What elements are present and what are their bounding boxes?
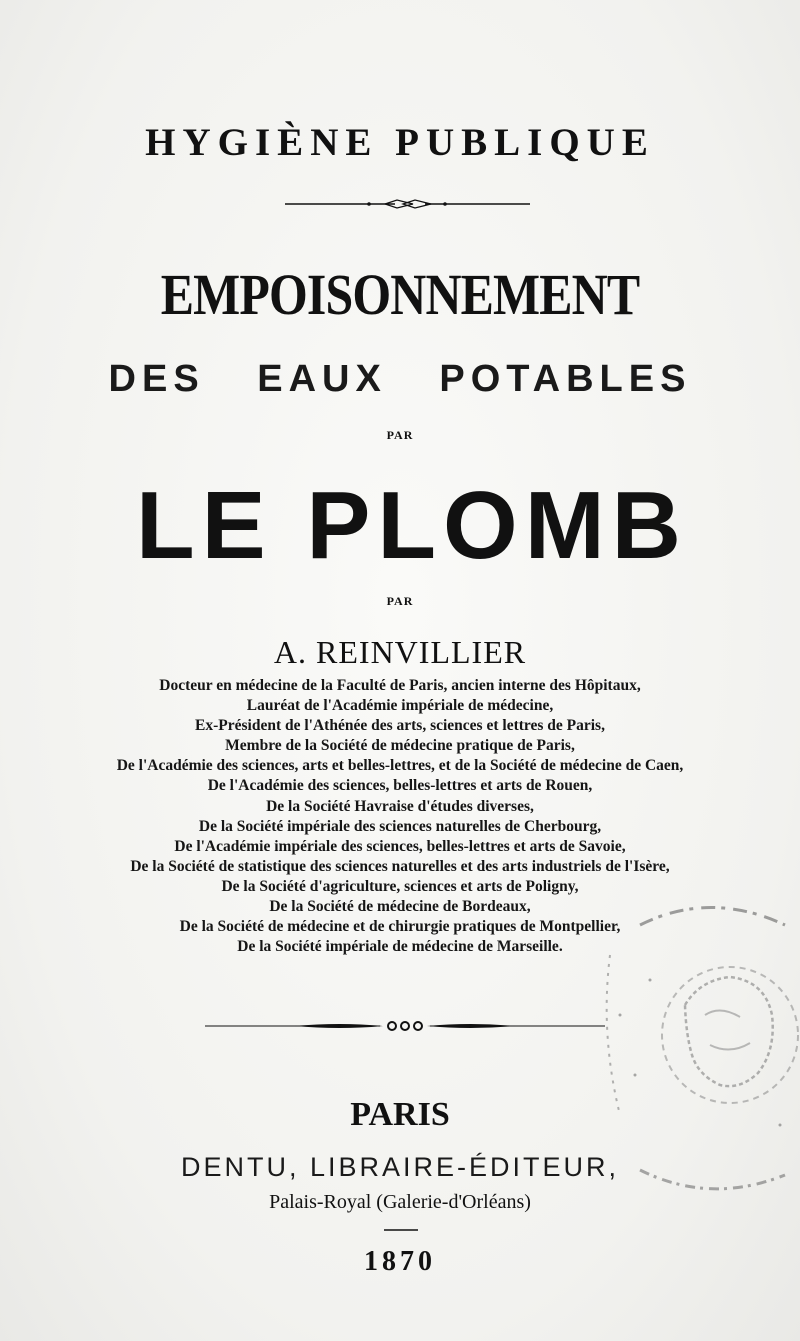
credential-line: De l'Académie des sciences, belles-lettres et arts de Rouen,: [207, 777, 593, 795]
publisher-name: DENTU, LIBRAIRE-ÉDITEUR,: [180, 1152, 620, 1182]
ornamental-rule-bottom: [205, 1017, 605, 1035]
credential-line: Membre de la Société de médecine pratique de Paris,: [225, 737, 575, 755]
publication-year: 1870: [364, 1246, 436, 1277]
credential-line: De la Société Havraise d'études diverses,: [266, 797, 534, 815]
short-rule: [384, 1228, 418, 1232]
publisher-address: Palais-Royal (Galerie-d'Orléans): [269, 1191, 531, 1213]
credential-line: De l'Académie impériale des sciences, belles-lettres et arts de Savoie,: [174, 837, 626, 855]
by-label-1: PAR: [386, 428, 414, 442]
credential-line: Lauréat de l'Académie impériale de médecine,: [246, 697, 554, 715]
author-name: A. REINVILLIER: [273, 634, 527, 670]
credential-line: De la Société de médecine et de chirurgie pratiques de Montpellier,: [179, 918, 621, 936]
main-title: EMPOISONNEMENT: [160, 262, 640, 327]
by-label-2: PAR: [386, 594, 414, 608]
credential-line: Docteur en médecine de la Faculté de Paris, ancien interne des Hôpitaux,: [159, 677, 641, 694]
credential-line: De la Société impériale de médecine de Marseille.: [237, 938, 563, 956]
credential-line: De l'Académie des sciences, arts et belles-lettres, et de la Société de médecine de Caen,: [116, 757, 684, 775]
ornamental-rule-top: [285, 196, 530, 212]
credential-line: De la Société de médecine de Bordeaux,: [269, 898, 531, 916]
title-lead: LE PLOMB: [136, 472, 688, 579]
publication-city: PARIS: [350, 1096, 450, 1133]
credential-line: De la Société impériale des sciences naturelles de Cherbourg,: [198, 817, 602, 835]
credential-line: De la Société de statistique des sciences naturelles et des arts industriels de l'Isère,: [130, 857, 670, 875]
series-title: HYGIÈNE PUBLIQUE: [145, 121, 655, 164]
credential-line: Ex-Président de l'Athénée des arts, sciences et lettres de Paris,: [195, 717, 605, 735]
credential-line: De la Société d'agriculture, sciences et arts de Poligny,: [221, 877, 579, 895]
subtitle: DES EAUX POTABLES: [108, 358, 692, 400]
library-stamp-icon: [580, 885, 800, 1225]
